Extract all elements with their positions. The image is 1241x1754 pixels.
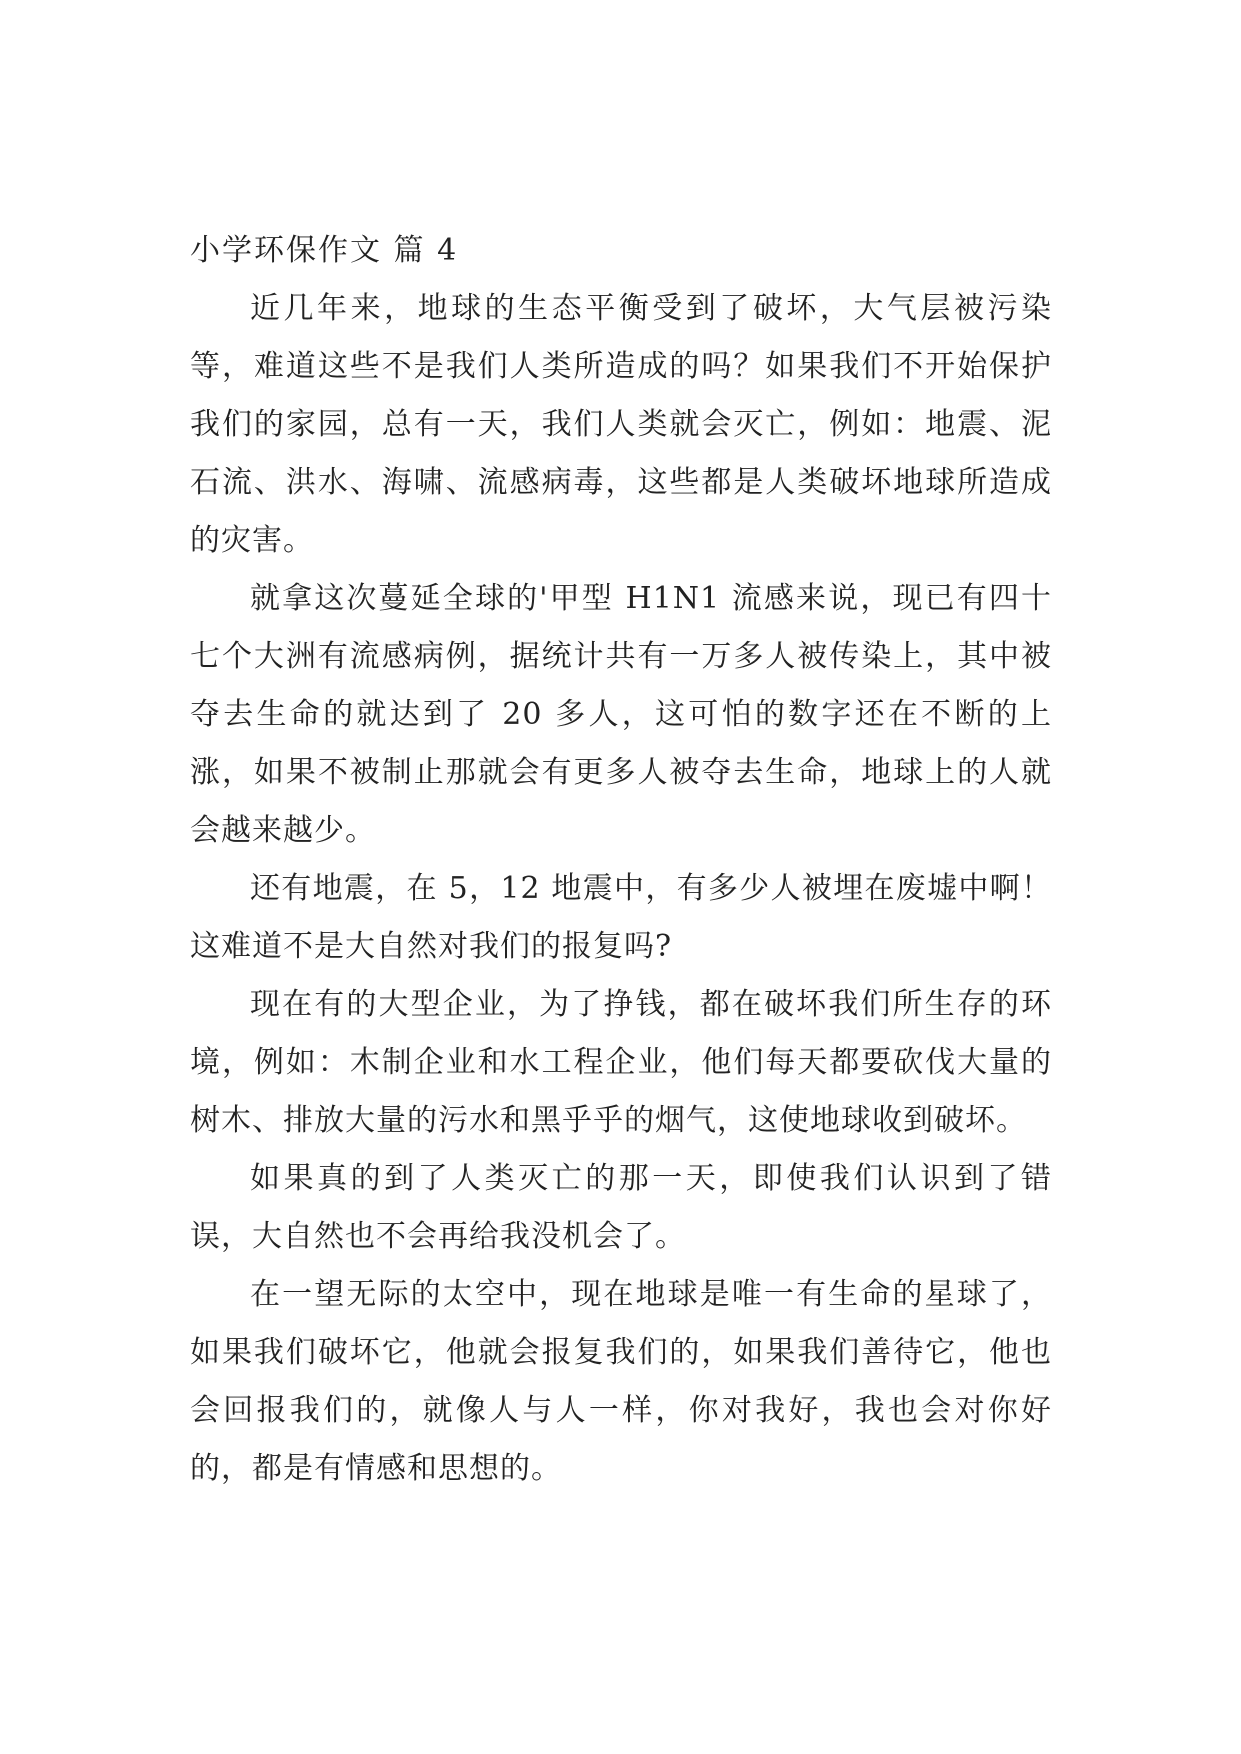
paragraph-2: 就拿这次蔓延全球的'甲型 H1N1 流感来说，现已有四十七个大洲有流感病例，据统计共有一万多人被传染上，其中被夺去生命的就达到了 20 多人，这可怕的数字还在不断的上涨，如果不被制止那就会有更多人被夺去生命，地球上的人就会越来越少。 <box>190 581 1052 848</box>
document-page <box>190 222 1052 1498</box>
paragraph-4: 现在有的大型企业，为了挣钱，都在破坏我们所生存的环境，例如：木制企业和水工程企业，他们每天都要砍伐大量的树木、排放大量的污水和黑乎乎的烟气，这使地球收到破坏。 <box>190 987 1052 1138</box>
paragraph-3: 还有地震，在 5，12 地震中，有多少人被埋在废墟中啊！这难道不是大自然对我们的报复吗? <box>190 871 1052 964</box>
paragraph-1: 近几年来，地球的生态平衡受到了破坏，大气层被污染等，难道这些不是我们人类所造成的吗？如果我们不开始保护我们的家园，总有一天，我们人类就会灭亡，例如：地震、泥石流、洪水、海啸、流感病毒，这些都是人类破坏地球所造成的灾害。 <box>190 291 1052 558</box>
paragraph-5: 如果真的到了人类灭亡的那一天，即使我们认识到了错误，大自然也不会再给我没机会了。 <box>190 1161 1052 1254</box>
document-title: 小学环保作文 篇 4 <box>190 233 459 268</box>
paragraph-6: 在一望无际的太空中，现在地球是唯一有生命的星球了，如果我们破坏它，他就会报复我们的，如果我们善待它，他也会回报我们的，就像人与人一样，你对我好，我也会对你好的，都是有情感和思想的。 <box>190 1277 1052 1486</box>
